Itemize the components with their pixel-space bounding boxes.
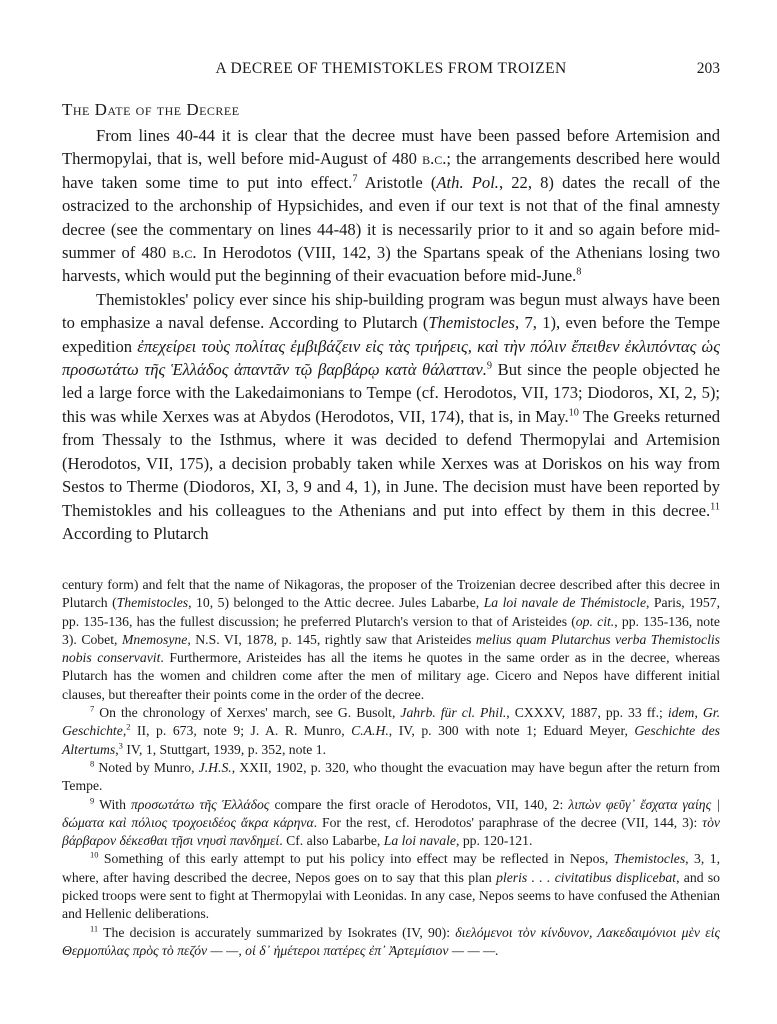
greek-quotation: ἐπεχείρει τοὺς πολίτας ἐμβιβάζειν εἰς τὰς τριήρεις, καὶ τὴν πόλιν ἔπειθεν ἐκλιπόντας ὡς προσωτάτω τῆς Ἑλλάδος ἀπαντᾶν τῷ βαρβάρῳ κατὰ θάλατταν. xyxy=(62,336,720,380)
footnote-continued: century form) and felt that the name of Nikagoras, the proposer of the Troizenian decree described after this decree in Plutarch (Themistocles, 10, 5) belonged to the Attic decree. Jules Labarbe, La loi navale de Thémistocle, Paris, 1957, pp. 135-136, has the fullest discussion; he preferred Plutarch's version to that of Aristeides (op. cit., pp. 135-136, note 3). Cobet, Mnemosyne, N.S. VI, 1878, p. 145, rightly saw that Aristeides melius quam Plutarchus verba Themistoclis nobis conservavit. Furthermore, Aristeides has all the items he quotes in the same order as in the decree, whereas Plutarch has the women and children come after the men of military age. Cicero and Nepos have different initial clauses, but thereafter their points come in the order of the decree. xyxy=(62,577,721,702)
footnotes xyxy=(62,576,720,960)
footnote-11: $^{11}$ The decision is accurately summarized by Isokrates (IV, 90): διελόμενοι τὸν κίνδυνον, Λακεδαιμόνιοι μὲν εἰς Θερμοπύλας πρὸς τὸ πεζόν — —, οἱ δ᾽ ἡμέτεροι πατέρες ἐπ᾽ Ἀρτεμίσιον — — —. xyxy=(62,923,720,958)
section-heading: The Date of the Decree xyxy=(62,100,240,119)
footnote-8: $^8$ Noted by Munro, J.H.S., XXII, 1902, p. 320, who thought the evacuation may have begun after the return from Tempe. xyxy=(62,758,720,794)
footnote-ref-10[interactable]: 10 xyxy=(568,407,579,419)
footnote-ref-7[interactable]: 7 xyxy=(352,173,358,185)
footnote-7: $^7$ On the chronology of Xerxes' march, see G. Busolt, Jahrb. für cl. Phil., CXXXV, 1887, pp. 33 ff.; idem, Gr. Geschichte,$^2$ II, p. 673, note 9; J. A. R. Munro, C.A.H., IV, p. 300 with note 1; Eduard Meyer, Geschichte des Altertums,$^3$ IV, 1, Stuttgart, 1939, p. 352, note 1. xyxy=(62,703,720,757)
running-head xyxy=(62,60,720,80)
running-title: A DECREE OF THEMISTOKLES FROM TROIZEN xyxy=(215,60,567,77)
body-text xyxy=(62,124,720,545)
footnote-ref-11[interactable]: 11 xyxy=(710,500,720,512)
footnote-10: $^{10}$ Something of this early attempt to put his policy into effect may be reflected in Nepos, Themistocles, 3, 1, where, after having described the decree, Nepos goes on to say that this plan pleris . . . civitatibus displicebat, and so picked troops were sent to fight at Thermopylai with Leonidas. In any case, Nepos seems to have confused the Athenian and Hellenic deliberations. xyxy=(62,849,721,922)
footnote-ref-8[interactable]: 8 xyxy=(576,266,582,278)
footnote-ref-9[interactable]: 9 xyxy=(486,360,493,372)
page-number: 203 xyxy=(696,60,720,77)
footnote-9: $^9$ With προσωτάτω τῆς Ἑλλάδος compare the first oracle of Herodotos, VII, 140, 2: λιπὼν φεῦγ᾽ ἔσχατα γαίης | δώματα καὶ πόλιος τροχοειδέος ἄκρα κάρηνα. For the rest, cf. Herodotos' paraphrase of the decree (VII, 144, 3): τὸν βάρβαρον δέκεσθαι τῇσι νηυσὶ πανδημεί. Cf. also Labarbe, La loi navale, pp. 120-121. xyxy=(62,795,720,849)
body-paragraph-2: Themistokles' policy ever since his ship-building program was begun must always have been to emphasize a naval defense. According to Plutarch (Themistocles, 7, 1), even before the Tempe expedition ἐπεχείρει τοὺς πολίτας ἐμβιβάζειν εἰς τὰς τριήρεις, καὶ τὴν πόλιν ἔπειθεν ἐκλιπόντας ὡς προσωτάτω τῆς Ἑλλάδος ἀπαντᾶν τῷ βαρβάρῳ κατὰ θάλατταν.$^9$ But since the people objected he led a large force with the Lakedaimonians to Tempe (cf. Herodotos, VII, 173; Diodoros, XI, 2, 5); this was while Xerxes was at Abydos (Herodotos, VII, 174), that is, in May.$^{10}$ The Greeks returned from Thessaly to the Isthmus, where it was decided to defend Thermopylai and Artemision (Herodotos, VII, 175), a decision probably taken while Xerxes was at Doriskos on his way from Sestos to Therme (Diodoros, XI, 3, 9 and 4, 1), in June. The decision must have been reported by Themistokles and his colleagues to the Athenians and put into effect by them in this decree.$^{11}$ According to Plutarch xyxy=(62,289,720,543)
body-paragraph-1: From lines 40-44 it is clear that the decree must have been passed before Artemision and Thermopylai, that is, well before mid-August of 480 b.c.; the arrangements described here would have taken some time to put into effect.$^7$ Aristotle (Ath. Pol., 22, 8) dates the recall of the ostracized to the archonship of Hypsichides, and even if our text is not that of the final amnesty decree (see the commentary on lines 44-48) it is necessarily prior to it and so again before mid-summer of 480 b.c. In Herodotos (VIII, 142, 3) the Spartans speak of the Athenians losing two harvests, which would put the beginning of their evacuation before mid-June.$^8$ xyxy=(62,126,720,286)
